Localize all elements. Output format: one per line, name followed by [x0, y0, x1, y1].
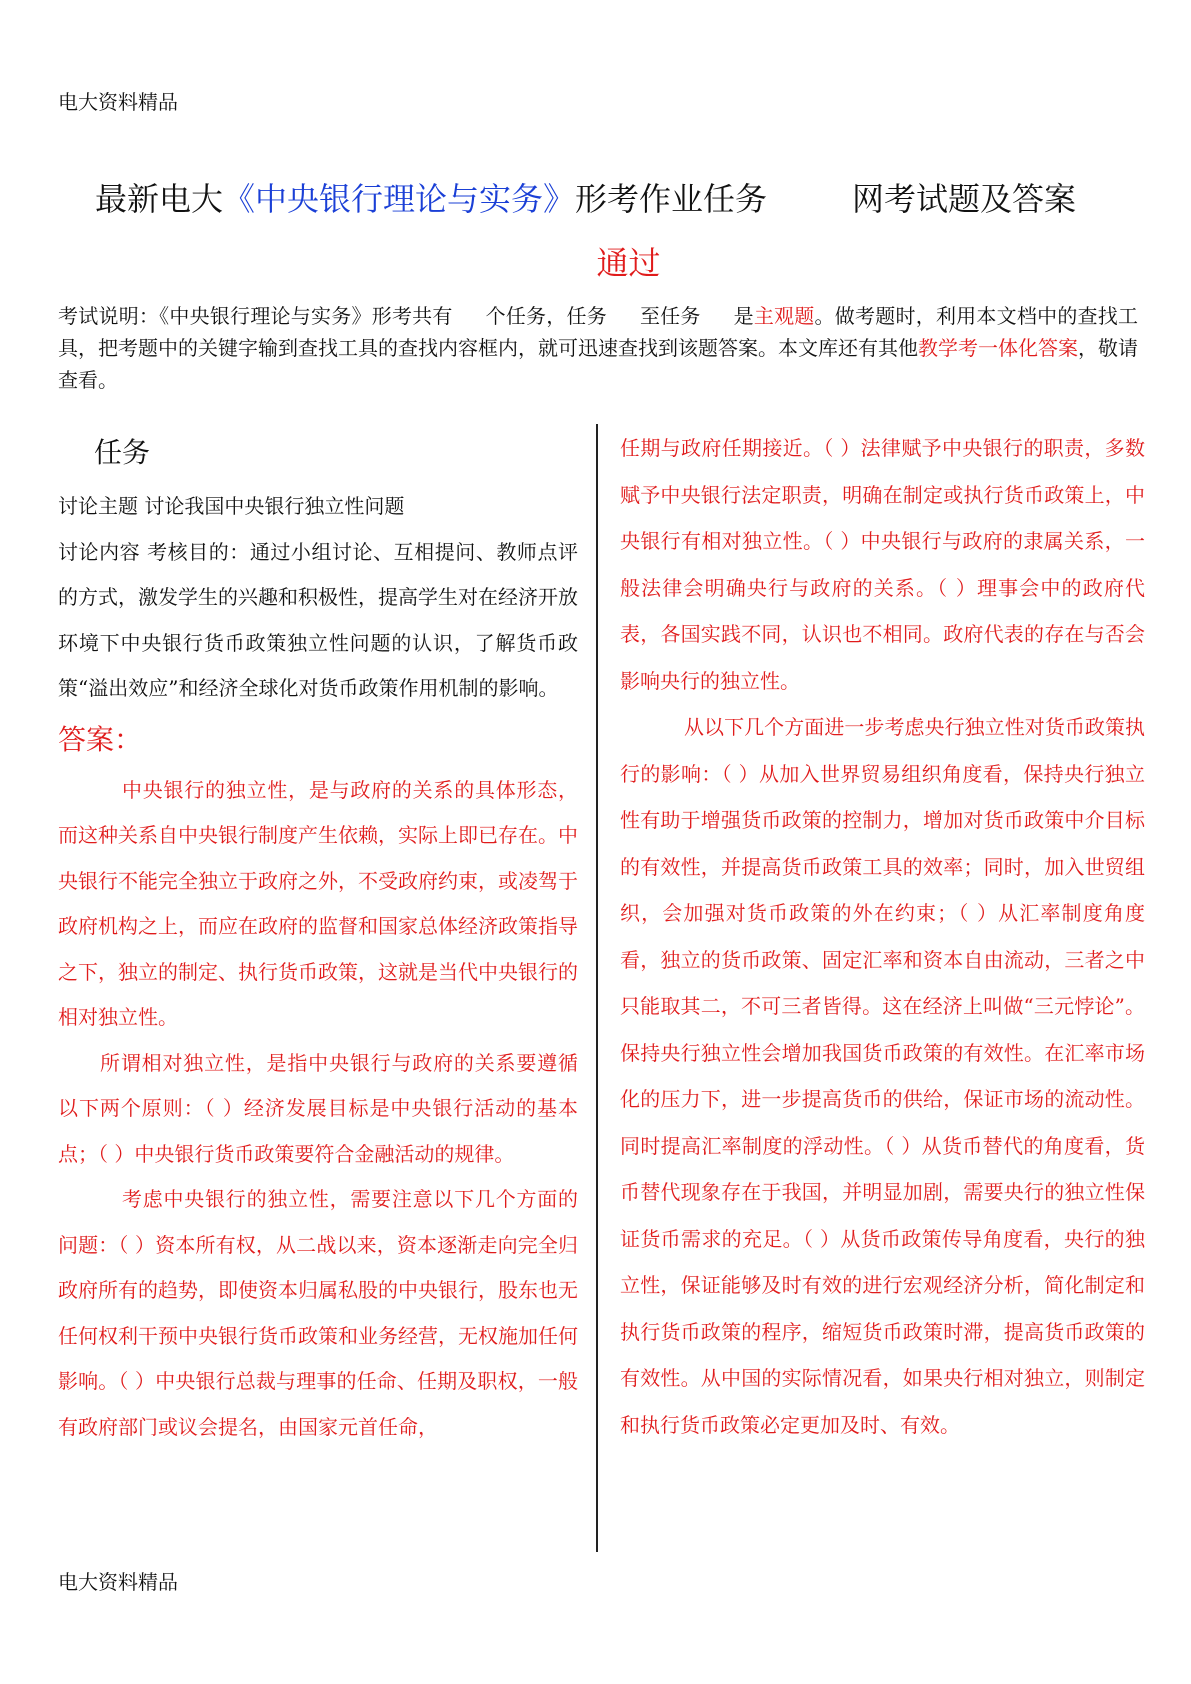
title-part4: 网考试题及答案: [852, 180, 1077, 218]
title-course-name: 《中央银行理论与实务》: [223, 180, 576, 218]
page-footer: 电大资料精品: [58, 1570, 178, 1594]
answer-label: 答案：: [58, 722, 143, 756]
answer-paragraph-1: 中央银行的独立性，是与政府的关系的具体形态，而这种关系自中央银行制度产生依赖，实际上即已存在。中央银行不能完全独立于政府之外，不受政府约束，或凌驾于政府机构之上，而应在政府的监督和国家总体经济政策指导之下，独立的制定、执行货币政策，这就是当代中央银行的相对独立性。: [58, 777, 578, 1029]
intro-text-2: 个任务，任务: [485, 304, 607, 328]
intro-text-6: 。做考题时，利用本文档中的查找工具，把考题中的关键字输到查找工具的查找内容框内，就可迅速查找到该题答案。本文库还有其他: [58, 304, 1139, 360]
answer-paragraph-3: 考虑中央银行的独立性，需要注意以下几个方面的问题：（ ）资本所有权，从二战以来，资本逐渐走向完全归政府所有的趋势，即使资本归属私股的中央银行，股东也无任何权利干预中央银行货币政策和业务经营，无权施加任何影响。（ ）中央银行总裁与理事的任命、任期及职权，一般有政府部门或议会提名，由国家元首任命，: [58, 1187, 578, 1439]
left-column: [58, 430, 578, 1450]
page-header: 电大资料精品: [58, 90, 178, 114]
right-column: [620, 425, 1145, 1448]
intro-text-4: 是: [733, 304, 754, 328]
discussion-content: 讨论内容 考核目的：通过小组讨论、互相提问、教师点评的方式，激发学生的兴趣和积极性，提高学生对在经济开放环境下中央银行货币政策独立性问题的认识，了解货币政策“溢出效应”和经济全球化对货币政策作用机制的影响。: [58, 539, 578, 700]
answer-paragraph-5: 从以下几个方面进一步考虑央行独立性对货币政策执行的影响：（ ）从加入世界贸易组织角度看，保持央行独立性有助于增强货币政策的控制力，增加对货币政策中介目标的有效性，并提高货币政策工具的效率；同时，加入世贸组织，会加强对货币政策的外在约束；（ ）从汇率制度角度看，独立的货币政策、固定汇率和资本自由流动，三者之中只能取其二，不可三者皆得。这在经济上叫做“三元悖论”。保持央行独立性会增加我国货币政策的有效性。在汇率市场化的压力下，进一步提高货币的供给，保证市场的流动性。同时提高汇率制度的浮动性。（ ）从货币替代的角度看，货币替代现象存在于我国，并明显加剧，需要央行的独立性保证货币需求的充足。（ ）从货币政策传导角度看，央行的独立性，保证能够及时有效的进行宏观经济分析，简化制定和执行货币政策的程序，缩短货币政策时滞，提高货币政策的有效性。从中国的实际情况看，如果央行相对独立，则制定和执行货币政策必定更加及时、有效。: [620, 715, 1145, 1437]
intro-text-1: 考试说明：《中央银行理论与实务》形考共有: [58, 304, 453, 328]
task-title: 任务: [94, 436, 151, 469]
answer-paragraph-2: 所谓相对独立性，是指中央银行与政府的关系要遵循以下两个原则：（ ）经济发展目标是中央银行活动的基本点；（ ）中央银行货币政策要符合金融活动的规律。: [58, 1050, 578, 1166]
intro-highlight-subjective: 主观题: [753, 304, 815, 328]
title-part1: 最新电大: [95, 180, 224, 218]
title-part3: 形考作业任务: [575, 180, 768, 218]
discussion-topic: 讨论主题 讨论我国中央银行独立性问题: [58, 494, 405, 518]
exam-instructions: [58, 300, 1138, 396]
title-line2: 通过: [596, 244, 661, 282]
intro-highlight-link[interactable]: 教学考一体化答案: [918, 336, 1078, 360]
intro-text-3: 至任务: [639, 304, 701, 328]
document-title: [95, 174, 1155, 220]
column-divider: [596, 424, 598, 1552]
answer-paragraph-4: 任期与政府任期接近。（ ）法律赋予中央银行的职责，多数赋予中央银行法定职责，明确在制定或执行货币政策上，中央银行有相对独立性。（ ）中央银行与政府的隶属关系，一般法律会明确央行与政府的关系。（ ）理事会中的政府代表，各国实践不同，认识也不相同。政府代表的存在与否会影响央行的独立性。: [620, 436, 1145, 693]
intro-text-8: ，敬请查看。: [58, 336, 1138, 392]
